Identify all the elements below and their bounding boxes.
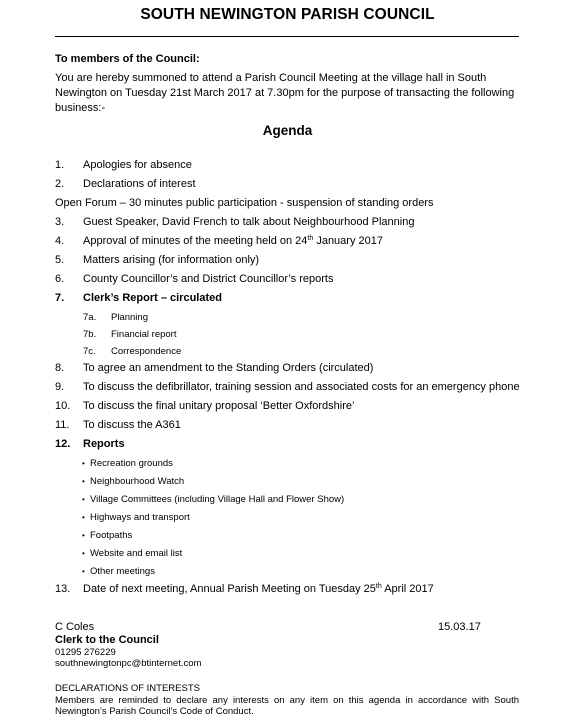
item-number: 7a. (83, 312, 97, 323)
item-number: 2. (55, 178, 65, 190)
item-text: Financial report (111, 329, 177, 340)
item-number: 12. (55, 438, 71, 450)
title-divider (55, 36, 519, 37)
bullet-icon: • (82, 567, 85, 576)
item-text: Date of next meeting, Annual Parish Meeting on Tuesday 25 (83, 583, 376, 595)
report-text: Other meetings (90, 566, 155, 577)
item-number: 4. (55, 235, 65, 247)
addressee-line: To members of the Council: (55, 53, 200, 65)
item-text: County Councillor’s and District Councillor’s reports (83, 273, 334, 285)
report-text: Village Committees (including Village Hall and Flower Show) (90, 494, 345, 505)
agenda-heading: Agenda (262, 123, 313, 138)
agenda-item-7 (55, 292, 222, 304)
item-number: 7b. (83, 329, 97, 340)
signatory-name: C Coles (55, 621, 95, 633)
declarations-heading: DECLARATIONS OF INTERESTS (55, 683, 200, 694)
item-text: Reports (83, 438, 125, 450)
agenda-item-13 (55, 583, 434, 595)
item-text-end: January 2017 (313, 235, 383, 247)
open-forum-line: Open Forum – 30 minutes public participation - suspension of standing orders (55, 197, 434, 209)
agenda-item-6 (55, 273, 333, 285)
agenda-subitem-7c (83, 346, 181, 357)
item-number: 11. (55, 419, 70, 431)
report-item-footpaths (82, 530, 132, 541)
agenda-item-11 (55, 419, 181, 431)
summons-paragraph: You are hereby summoned to attend a Parish Council Meeting at the village hall in South Newington on Tuesday 21st March 2017 at 7.30pm for the purpose of transacting the following business:- (55, 72, 515, 114)
item-number: 10. (55, 400, 71, 412)
bullet-icon: • (82, 513, 85, 522)
agenda-item-5 (55, 254, 259, 266)
item-text: Matters arising (for information only) (83, 254, 260, 266)
report-item-highways (82, 512, 190, 523)
agenda-item-4 (55, 235, 383, 247)
item-text: Approval of minutes of the meeting held on 24 (83, 235, 308, 247)
agenda-subitem-7b (83, 329, 176, 340)
signature-date: 15.03.17 (438, 621, 481, 633)
item-text: To discuss the defibrillator, training session and associated costs for an emergency phone (83, 381, 520, 393)
signatory-phone: 01295 276229 (55, 647, 116, 658)
item-text: Apologies for absence (83, 159, 192, 171)
item-text: Guest Speaker, David French to talk about Neighbourhood Planning (83, 216, 415, 228)
item-text: Correspondence (111, 346, 182, 357)
report-text: Neighbourhood Watch (90, 476, 185, 487)
bullet-icon: • (82, 495, 85, 504)
item-text: Declarations of interest (83, 178, 196, 190)
item-text: Planning (111, 312, 148, 323)
ordinal-suffix: th (375, 583, 382, 590)
document-title: SOUTH NEWINGTON PARISH COUNCIL (140, 6, 435, 23)
signatory-email: southnewingtonpc@btinternet.com (55, 658, 202, 669)
item-text-end: April 2017 (381, 583, 434, 595)
agenda-item-9 (55, 381, 520, 393)
item-number: 8. (55, 362, 65, 374)
report-text: Website and email list (90, 548, 183, 559)
bullet-icon: • (82, 477, 85, 486)
agenda-item-3 (55, 216, 414, 228)
report-item-other-meetings (82, 566, 155, 577)
report-text: Highways and transport (90, 512, 190, 523)
bullet-icon: • (82, 549, 85, 558)
report-item-website (82, 548, 182, 559)
bullet-icon: • (82, 459, 85, 468)
item-number: 1. (55, 159, 65, 171)
agenda-item-1 (55, 159, 192, 171)
agenda-item-10 (55, 400, 354, 412)
signatory-role: Clerk to the Council (55, 634, 159, 646)
item-number: 6. (55, 273, 65, 285)
item-number: 7c. (83, 346, 96, 357)
item-text: To discuss the final unitary proposal ‘Better Oxfordshire’ (83, 400, 355, 412)
item-text: To agree an amendment to the Standing Orders (circulated) (83, 362, 374, 374)
item-text: To discuss the A361 (83, 419, 181, 431)
item-number: 9. (55, 381, 65, 393)
report-text: Recreation grounds (90, 458, 173, 469)
report-text: Footpaths (90, 530, 133, 541)
item-number: 13. (55, 583, 71, 595)
agenda-item-2 (55, 178, 196, 190)
bullet-icon: • (82, 531, 85, 540)
report-item-village-committees (82, 494, 344, 505)
agenda-subitem-7a (83, 312, 148, 323)
item-text: Clerk’s Report – circulated (83, 292, 222, 304)
ordinal-suffix: th (307, 235, 314, 242)
agenda-item-8 (55, 362, 373, 374)
agenda-item-12 (55, 438, 125, 450)
item-number: 5. (55, 254, 65, 266)
item-number: 7. (55, 292, 65, 304)
declarations-body: Members are reminded to declare any interests on any item on this agenda in accordance with South Newington’s Parish Council’s Code of Conduct. (55, 695, 519, 717)
report-item-recreation (82, 458, 173, 469)
report-item-neighbourhood-watch (82, 476, 184, 487)
item-number: 3. (55, 216, 65, 228)
